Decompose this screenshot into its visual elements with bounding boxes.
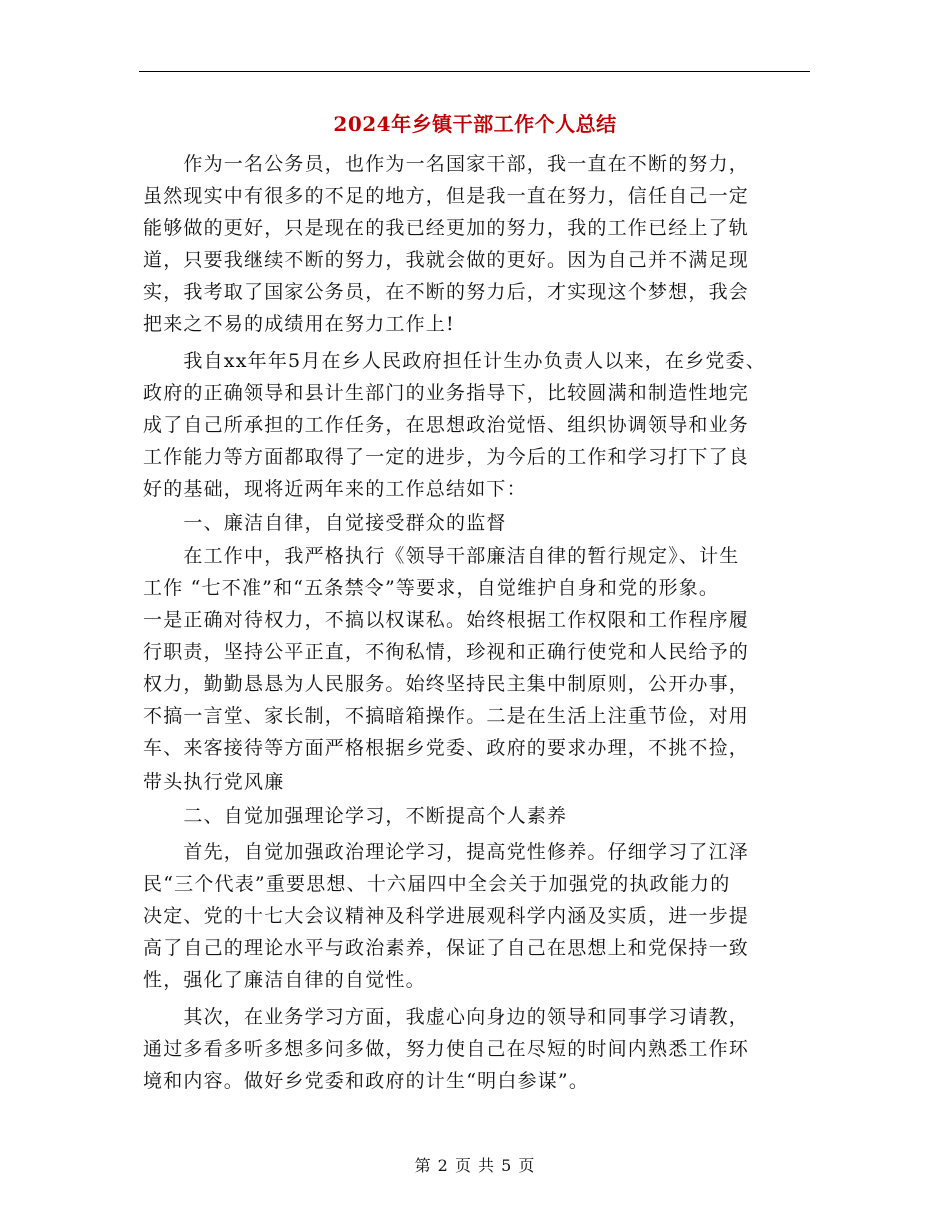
body-line: 权力，勤勤恳恳为人民服务。始终坚持民主集中制原则，公开办事， xyxy=(143,673,750,695)
body-line: 车、来客接待等方面严格根据乡党委、政府的要求办理，不挑不捡， xyxy=(143,737,750,759)
body-line: 高了自己的理论水平与政治素养，保证了自己在思想上和党保持一致 xyxy=(143,937,750,959)
body-line: 实，我考取了国家公务员，在不断的努力后，才实现这个梦想，我会 xyxy=(143,281,750,303)
body-line: 好的基础，现将近两年来的工作总结如下： xyxy=(143,478,527,500)
body-line: 能够做的更好，只是现在的我已经更加的努力，我的工作已经上了轨 xyxy=(143,217,750,239)
body-line: 工作能力等方面都取得了一定的进步，为今后的工作和学习打下了良 xyxy=(143,446,750,468)
document-title: 2024年乡镇干部工作个人总结 xyxy=(333,112,617,136)
body-line: 道，只要我继续不断的努力，我就会做的更好。因为自己并不满足现 xyxy=(143,249,750,271)
body-line: 作为一名公务员，也作为一名国家干部，我一直在不断的努力， xyxy=(143,153,750,175)
body-line: 境和内容。做好乡党委和政府的计生“明白参谋”。 xyxy=(143,1070,590,1092)
body-line: 带头执行党风廉 xyxy=(143,771,285,793)
body-line: 性，强化了廉洁自律的自觉性。 xyxy=(143,969,426,991)
body-line: 行职责，坚持公平正直，不徇私情，珍视和正确行使党和人民给予的 xyxy=(143,641,750,663)
body-line: 首先，自觉加强政治理论学习，提高党性修养。仔细学习了江泽 xyxy=(143,841,750,863)
body-line: 决定、党的十七大会议精神及科学进展观科学内涵及实质，进一步提 xyxy=(143,905,750,927)
section-heading: 二、自觉加强理论学习，不断提高个人素养 xyxy=(143,805,568,827)
body-line: 民“三个代表”重要思想、十六届四中全会关于加强党的执政能力的 xyxy=(143,873,731,895)
body-line: 政府的正确领导和县计生部门的业务指导下，比较圆满和制造性地完 xyxy=(143,382,750,404)
section-heading: 一、廉洁自律，自觉接受群众的监督 xyxy=(143,512,507,534)
body-line: 不搞一言堂、家长制，不搞暗箱操作。二是在生活上注重节俭，对用 xyxy=(143,705,750,727)
body-line: 工作 “七不准”和“五条禁令”等要求，自觉维护自身和党的形象。 xyxy=(143,577,720,599)
body-line: 其次，在业务学习方面，我虚心向身边的领导和同事学习请教， xyxy=(143,1006,750,1028)
body-line: 一是正确对待权力，不搞以权谋私。始终根据工作权限和工作程序履 xyxy=(143,609,750,631)
body-line: 在工作中，我严格执行《领导干部廉洁自律的暂行规定》、计生 xyxy=(143,545,740,567)
body-line: 虽然现实中有很多的不足的地方，但是我一直在努力，信任自己一定 xyxy=(143,185,750,207)
header-rule xyxy=(139,71,810,72)
body-line: 我自xx年年5月在乡人民政府担任计生办负责人以来，在乡党委、 xyxy=(143,350,766,372)
body-line: 成了自己所承担的工作任务，在思想政治觉悟、组织协调领导和业务 xyxy=(143,414,750,436)
page-footer: 第 2 页 共 5 页 xyxy=(414,1156,536,1175)
body-line: 把来之不易的成绩用在努力工作上! xyxy=(143,313,455,335)
body-line: 通过多看多听多想多问多做，努力使自己在尽短的时间内熟悉工作环 xyxy=(143,1038,750,1060)
